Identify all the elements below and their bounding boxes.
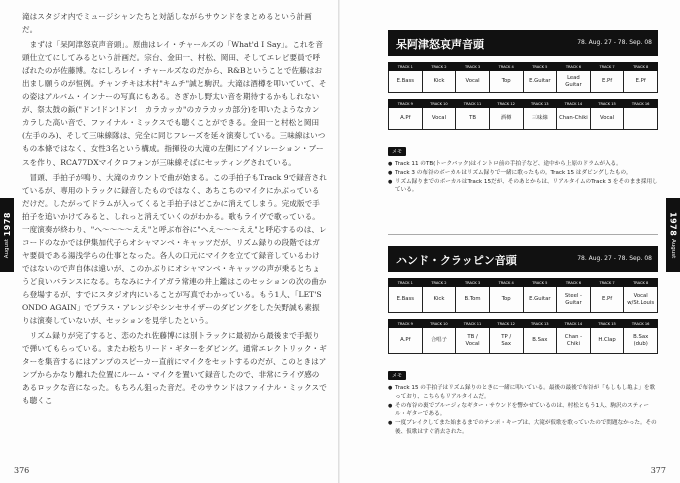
track-header: TRACK 14 (557, 320, 591, 328)
track-cell: Vocal (456, 71, 490, 93)
track-cell: TP / Sax (489, 328, 523, 354)
track-cell: B.Sax (dub) (624, 328, 658, 354)
track-cell: TB (456, 108, 490, 130)
track-cell: E.Pf (590, 71, 624, 93)
track-cell: H.Clap (590, 328, 624, 354)
tab-year: 1978 (668, 211, 678, 236)
track-header: TRACK 13 (523, 320, 557, 328)
track-header: TRACK 6 (557, 279, 591, 287)
section-date: 78. Aug. 27 - 78. Sep. 08 (577, 39, 652, 46)
track-header: TRACK 15 (590, 100, 624, 108)
track-cell: Vocal w/St.Louis (624, 287, 658, 313)
tab-month: August (670, 239, 676, 259)
track-cell: Steel - Guitar (557, 287, 591, 313)
track-cell: E.Guitar (523, 287, 557, 313)
track-header: TRACK 2 (422, 279, 456, 287)
track-header: TRACK 7 (590, 279, 624, 287)
memo-item: ● Track 15 の手拍子はリズム録りのときに一緒に叩いている。最後の最後で布谷が「もしもし亀よ」を歌っており、こちらもリアルタイムだ。 (388, 384, 658, 402)
section-header (388, 246, 658, 272)
section-title: ハンド・クラッピン音頭 (396, 254, 517, 267)
track-header: TRACK 9 (389, 100, 423, 108)
track-table-4 (388, 319, 658, 354)
track-header: TRACK 1 (389, 279, 423, 287)
tab-month: August (4, 239, 10, 259)
page-number-left: 376 (14, 466, 30, 475)
section-divider (388, 234, 658, 235)
paragraph: 滝はスタジオ内でミュージシャンたちと対話しながらサウンドをまとめるという計画だ。 (22, 12, 312, 35)
track-header: TRACK 7 (590, 63, 624, 71)
memo-label: メモ (388, 147, 406, 156)
memo-item: ● Track 11 のTB(トークバック)はイントロ前の手拍子など、途中から上原のドラムが入る。 (388, 160, 658, 169)
track-cell: Kick (422, 287, 456, 313)
track-table-1 (388, 62, 658, 93)
track-header: TRACK 8 (624, 279, 658, 287)
track-header: TRACK 8 (624, 63, 658, 71)
memo-item: ● 一度ブレイクしてまた始まるまでのテンポ・キープは、大滝が仮歌を歌っていたので問題なかった。その後、仮歌はすぐ消去された。 (388, 419, 658, 437)
track-cell: Vocal (590, 108, 624, 130)
track-header: TRACK 5 (523, 279, 557, 287)
track-header: TRACK 10 (422, 100, 456, 108)
track-header: TRACK 10 (422, 320, 456, 328)
track-header: TRACK 6 (557, 63, 591, 71)
track-cell: 合唱子 (422, 328, 456, 354)
section-title: 呆阿津怒哀声音頭 (396, 38, 484, 51)
track-cell: E.Guitar (523, 71, 557, 93)
track-cell: E.Bass (389, 71, 423, 93)
track-cell: Kick (422, 71, 456, 93)
track-header: TRACK 16 (624, 100, 658, 108)
track-header: TRACK 11 (456, 320, 490, 328)
track-cell: E.Bass (389, 287, 423, 313)
year-tab-right (666, 198, 680, 272)
track-header: TRACK 13 (523, 100, 557, 108)
paragraph: 冒頭、手拍子が鳴り、大滝のカウントで曲が始まる。この手拍子もTrack 9で録音されているが、専用のトラックに録音したものではなく、あちこちのマイクにかぶっているだけだ。したがってドラムが入ってくると手拍子はどこかに消えてしまう。完成版で手拍子を追いかけてみると、しれっと消えていくのがわかる。歌もライヴで歌っている。一度演奏が終わり、"へ～～～～ええ"と呼ぶ布谷に"へえ～～～ええ"と呼応するのは、レコードのなかでは伊集加代子らオシャマンベ・キャッツだが、リズム録りの段階ではガヤ要員である湯浅学らの仕事となった。各人の口元にマイクを立てて録音しているわけではないので声自体は遠いが、このかぶりにオシャマンベ・キャッツの声が乗るとちょうど良いバランスになる。ちなみにナイアガラ常連の井上鑑はこのセッションの次の曲から登場するが、すでにスタジオ内にいることが写真でわかっている。もう1人、「LET'S ONDO AGAIN」でブラス・アレンジやシンセサイザーのダビングをした矢野誠も素振りは演奏していないが、セッションを見学したという。 (22, 172, 327, 326)
memo-item: ● その布谷の裏でブルージィなギター・サウンドを響かせているのは、村松ともう1人、駒沢のスティール・ギターである。 (388, 402, 658, 420)
memo-label: メモ (388, 371, 406, 380)
track-header: TRACK 3 (456, 279, 490, 287)
track-header: TRACK 4 (489, 63, 523, 71)
page-number-right: 377 (650, 466, 666, 475)
track-header: TRACK 16 (624, 320, 658, 328)
track-header: TRACK 5 (523, 63, 557, 71)
track-cell: Top (489, 287, 523, 313)
memo-block-2 (388, 362, 658, 437)
track-cell: E.Pf (590, 287, 624, 313)
track-sheet-section-2 (388, 246, 658, 437)
track-header: TRACK 12 (489, 320, 523, 328)
track-sheet-section-1 (388, 30, 658, 195)
track-cell: A.Pf (389, 108, 423, 130)
paragraph: リズム録りが完了すると、恋のたれ佐藤博には別トラックに最初から最後まで手振りで弾いてもらっている。またわ松ちリード・ギターをダビング。通常エレクトリック・ギターを集音するにはアンプのスピーカー直前にマイクをセットするのだが、このときはアンプからかなり離れた位置にルーム・マイクを置いて録音したので、非常にライヴ感のあるロックな音になった。もちろん狙った音だ。そのサウンドはファイナル・ミックスでも聴くこ (22, 331, 327, 406)
track-cell: Chan-Chiki (557, 108, 591, 130)
section-header (388, 30, 658, 56)
track-header: TRACK 14 (557, 100, 591, 108)
track-cell: A.Pf (389, 328, 423, 354)
body-text (22, 10, 327, 409)
track-cell: B.Tom (456, 287, 490, 313)
track-cell: B.Sax (523, 328, 557, 354)
track-cell: 三味線 (523, 108, 557, 130)
track-cell: 酒樽 (489, 108, 523, 130)
track-table-3 (388, 278, 658, 313)
track-cell: E.Pf (624, 71, 658, 93)
track-header: TRACK 9 (389, 320, 423, 328)
track-cell: TB / Vocal (456, 328, 490, 354)
paragraph: まずは「呆阿津怒哀声音頭」。原曲はレイ・チャールズの「What'd I Say」。これを音頭仕立てにしてみるという計画だ。宗台、金田一、村松、岡田、そしてエレピ要員で呼ばれたのが佐藤博。なにしろレイ・チャールズなのだから、R&Bということで佐藤はお出まし願うのが恒例。チャンチキは木村"キムチ"誠と駒沢。大滝は酒樽を叩いていて、その姿はアルバム・インナーの写真にもある。さぎかし野太い音を期待するかもしれないが、祭太鼓の鋲("ドン!ドン!ドン! カラカッカ"のカラカッカ部分)を叩いたようなカンカラした高い音で、ファイナル・ミックスでも聴くことができる。金田一と村松と岡田(左手のみ)、そして三味線隊は、完全に同じフレーズを延々演奏している。三味線はいつもの本條ではなく、女性3名という構成。指揮役の大滝の左側にアイソレーション・ブースを作り、RCA77DXマイクロフォンが三味線そばにセッティングされている。 (22, 40, 327, 167)
track-header: TRACK 15 (590, 320, 624, 328)
track-cell: Vocal (422, 108, 456, 130)
year-tab-left (0, 198, 14, 272)
track-cell: Lead Guitar (557, 71, 591, 93)
memo-item: ● Track 3 の布谷のボーカルはリズム録りで一緒に歌ったもの。Track 15 はダビングしたもの。 (388, 169, 658, 178)
track-table-2 (388, 99, 658, 130)
track-header: TRACK 3 (456, 63, 490, 71)
track-cell: Top (489, 71, 523, 93)
track-cell (624, 108, 658, 130)
track-header: TRACK 11 (456, 100, 490, 108)
track-cell: Chan - Chiki (557, 328, 591, 354)
track-header: TRACK 4 (489, 279, 523, 287)
section-date: 78. Aug. 27 - 78. Sep. 08 (577, 255, 652, 262)
track-header: TRACK 12 (489, 100, 523, 108)
memo-item: ● リズム録りまでのボーカルはTrack 15だが、そのあとからは、リアルタイムのTrack 3 をそのまま採用している。 (388, 178, 658, 196)
track-header: TRACK 2 (422, 63, 456, 71)
tab-year: 1978 (2, 211, 12, 236)
track-header: TRACK 1 (389, 63, 423, 71)
memo-block-1 (388, 138, 658, 195)
